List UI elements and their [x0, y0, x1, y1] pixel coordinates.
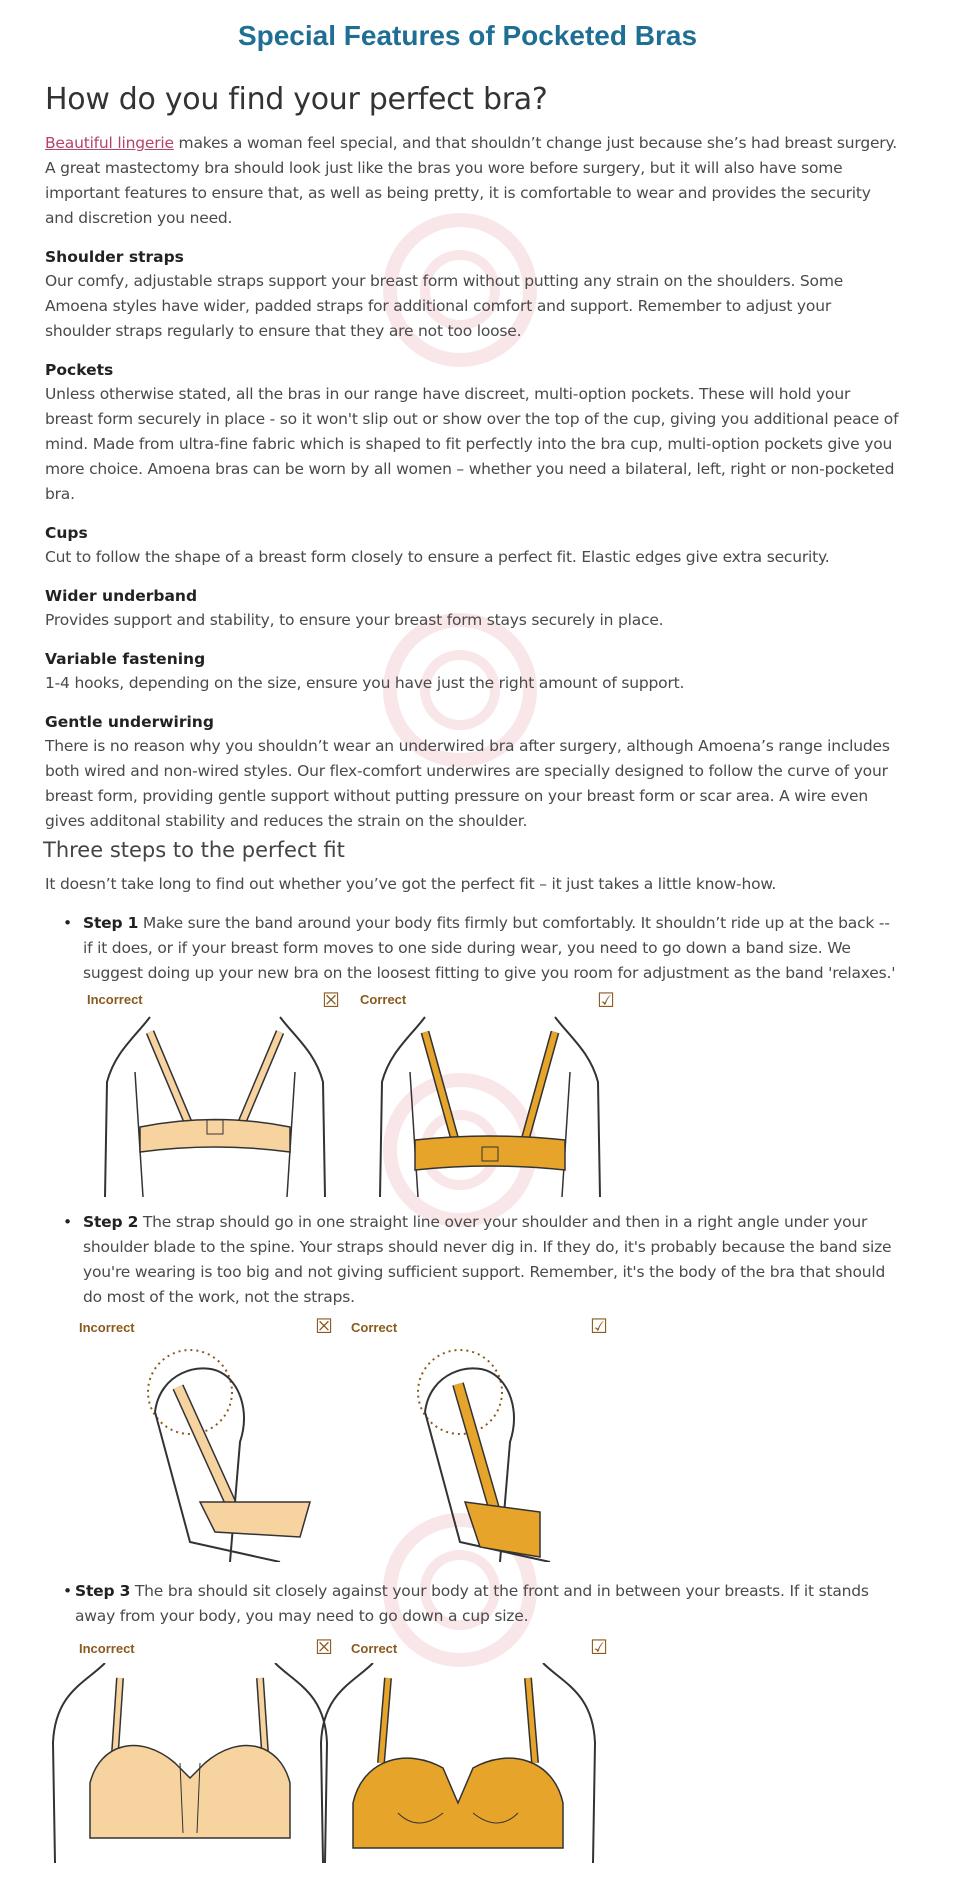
intro-paragraph — [45, 131, 900, 231]
incorrect-label: Incorrect — [87, 992, 143, 1007]
correct-mark-icon: ☑ — [590, 1635, 608, 1659]
incorrect-mark-icon: ☒ — [322, 988, 340, 1012]
back-correct-figure-icon — [370, 1012, 610, 1197]
shoulder-incorrect-figure-icon — [140, 1342, 340, 1562]
feature-text: Provides support and stability, to ensure your breast form stays securely in place. — [45, 611, 664, 629]
correct-label: Correct — [360, 992, 407, 1007]
feature-variable-fastening — [45, 647, 900, 696]
feature-gentle-underwiring — [45, 710, 900, 834]
steps-list — [45, 911, 900, 1868]
step-3-illustration — [45, 1633, 900, 1868]
feature-title: Gentle underwiring — [45, 713, 214, 731]
feature-cups — [45, 521, 900, 570]
fit-heading: Three steps to the perfect fit — [43, 838, 345, 862]
feature-title: Cups — [45, 524, 88, 542]
feature-pockets — [45, 358, 900, 507]
step-label: Step 2 — [83, 1213, 139, 1231]
incorrect-mark-icon: ☒ — [315, 1635, 333, 1659]
step-label: Step 3 — [75, 1582, 131, 1600]
front-incorrect-figure-icon — [45, 1663, 335, 1863]
feature-wider-underband — [45, 584, 900, 633]
article — [45, 82, 900, 1878]
step-2 — [45, 1210, 900, 1310]
front-correct-figure-icon — [313, 1663, 603, 1863]
fit-intro: It doesn’t take long to find out whether you’ve got the perfect fit – it just takes a little know-how. — [45, 875, 777, 893]
step-1-illustration — [45, 990, 900, 1200]
correct-label: Correct — [351, 1320, 398, 1335]
feature-title: Pockets — [45, 361, 114, 379]
beautiful-lingerie-link[interactable]: Beautiful lingerie — [45, 134, 174, 152]
feature-text: Cut to follow the shape of a breast form closely to ensure a perfect fit. Elastic edges give extra security. — [45, 548, 830, 566]
page-title: Special Features of Pocketed Bras — [237, 20, 698, 51]
feature-title: Variable fastening — [45, 650, 206, 668]
incorrect-mark-icon: ☒ — [315, 1314, 333, 1338]
feature-text: Unless otherwise stated, all the bras in our range have discreet, multi-option pockets. These will hold your breast form securely in place - so it won't slip out or show over the top of the cup, giving you additional peace of mind. Made from ultra-fine fabric which is shaped to fit perfectly into the bra cup, multi-option pockets give you more choice. Amoena bras can be worn by all women – whether you need a bilateral, left, right or non-pocketed bra. — [45, 385, 899, 503]
correct-label: Correct — [351, 1641, 398, 1656]
feature-shoulder-straps — [45, 245, 900, 344]
incorrect-label: Incorrect — [79, 1320, 135, 1335]
feature-text: Our comfy, adjustable straps support your breast form without putting any strain on the shoulders. Some Amoena styles have wider, padded straps for additional comfort and support. Remember to adjust your shoulder straps regularly to ensure that they are not too loose. — [45, 272, 844, 340]
step-text: The bra should sit closely against your body at the front and in between your breasts. If it stands away from your body, you may need to go down a cup size. — [75, 1582, 869, 1625]
feature-text: There is no reason why you shouldn’t wear an underwired bra after surgery, although Amoena’s range includes both wired and non-wired styles. Our flex-comfort underwires are specially designed to follow the curve of your breast form, providing gentle support without putting pressure on your breast form or scar area. A wire even gives additonal stability and reduces the strain on the shoulder. — [45, 737, 890, 830]
incorrect-label: Incorrect — [79, 1641, 135, 1656]
correct-mark-icon: ☑ — [597, 988, 615, 1012]
step-text: The strap should go in one straight line over your shoulder and then in a right angle under your shoulder blade to the spine. Your straps should never dig in. If they do, it's probably because the band size you're wearing is too big and not giving sufficient support. Remember, it's the body of the bra that should do most of the work, not the straps. — [83, 1213, 892, 1306]
step-2-illustration — [45, 1314, 900, 1569]
feature-title: Wider underband — [45, 587, 198, 605]
shoulder-correct-figure-icon — [410, 1342, 610, 1562]
feature-text: 1-4 hooks, depending on the size, ensure you have just the right amount of support. — [45, 674, 685, 692]
correct-mark-icon: ☑ — [590, 1314, 608, 1338]
step-text: Make sure the band around your body fits firmly but comfortably. It shouldn’t ride up at the back -- if it does, or if your breast form moves to one side during wear, you need to go down a band size. We suggest doing up your new bra on the loosest fitting to give you room for adjustment as the band 'relaxes.' — [83, 914, 896, 982]
feature-title: Shoulder straps — [45, 248, 184, 266]
back-incorrect-figure-icon — [95, 1012, 335, 1197]
main-heading: How do you find your perfect bra? — [45, 82, 548, 117]
intro-text: makes a woman feel special, and that shouldn’t change just because she’s had breast surgery. A great mastectomy bra should look just like the bras you wore before surgery, but it will also have some important features to ensure that, as well as being pretty, it is comfortable to wear and provides the security and discretion you need. — [45, 134, 897, 227]
step-3 — [45, 1579, 900, 1629]
step-1 — [45, 911, 900, 986]
step-label: Step 1 — [83, 914, 139, 932]
